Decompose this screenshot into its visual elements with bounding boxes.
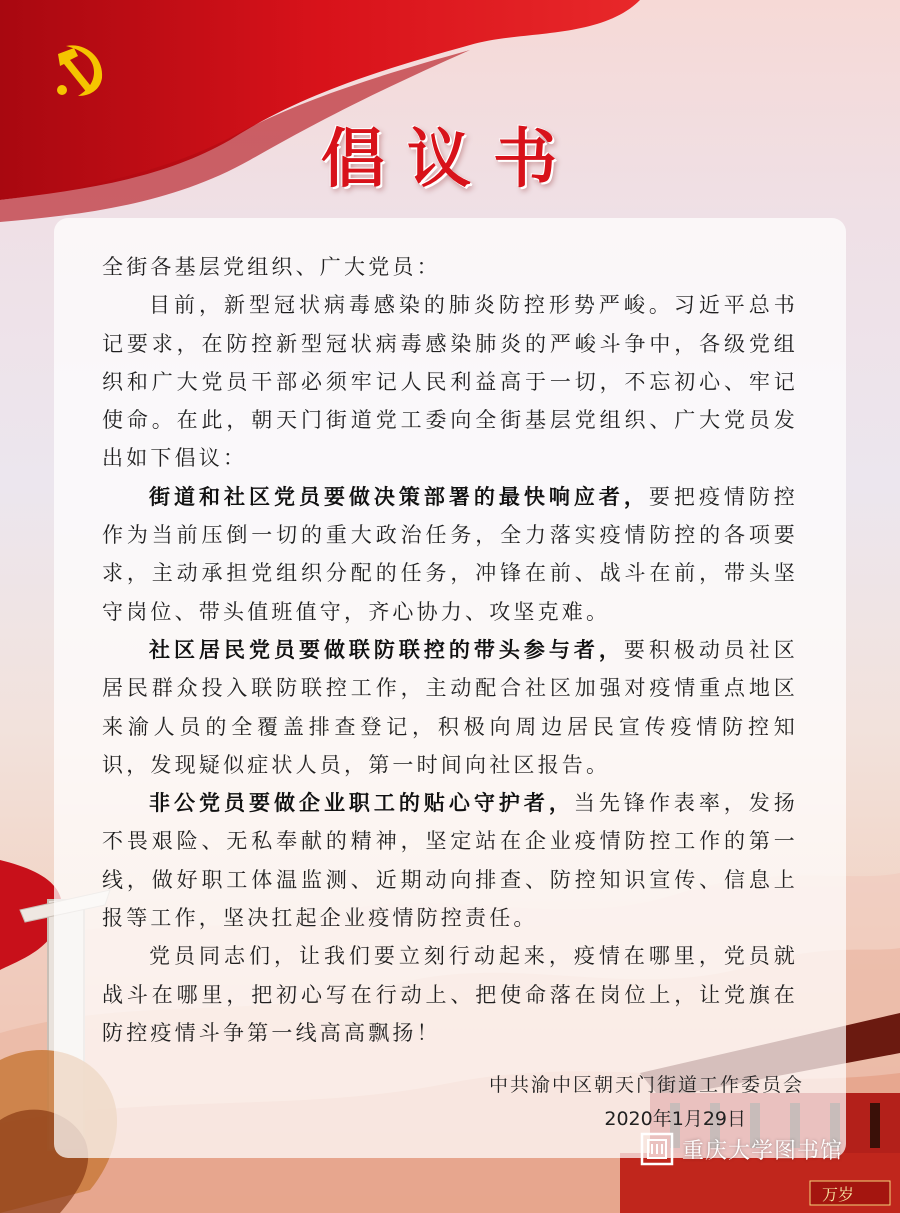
hammer-sickle-icon <box>48 38 110 100</box>
watermark <box>640 1132 843 1166</box>
signature-date: 2020年1月29日 <box>604 1108 746 1130</box>
banner-text: 万岁 <box>822 1185 855 1204</box>
proposal-body: 要积极动员社区居民群众投入联防联控工作，主动配合社区加强对疫情重点地区来渝人员的全覆盖排查登记，积极向周边居民宣传疫情防控知识，发现疑似症状人员，第一时间向社区报告。 <box>102 637 798 777</box>
letter-body <box>102 248 798 1052</box>
proposal-lead: 社区居民党员要做联防联控的带头参与者， <box>149 637 624 662</box>
proposal-body: 要把疫情防控作为当前压倒一切的重大政治任务，全力落实疫情防控的各项要求，主动承担党组织分配的任务，冲锋在前、战斗在前，带头坚守岗位、带头值班值守，齐心协力、攻坚克难。 <box>102 484 799 624</box>
proposal-item-2 <box>102 631 798 784</box>
proposal-item-1 <box>102 478 798 631</box>
salutation: 全街各基层党组织、广大党员： <box>102 255 441 279</box>
library-seal-icon <box>640 1132 674 1166</box>
intro-paragraph: 目前，新型冠状病毒感染的肺炎防控形势严峻。习近平总书记要求，在防控新型冠状病毒感染肺炎的严峻斗争中，各级党组织和广大党员干部必须牢记人民利益高于一切，不忘初心、牢记使命。在此，朝天门街道党工委向全街基层党组织、广大党员发出如下倡议： <box>102 293 798 471</box>
signature-block <box>489 1068 804 1136</box>
page-title: 倡议书 <box>321 122 579 197</box>
closing-paragraph: 党员同志们，让我们要立刻行动起来，疫情在哪里，党员就战斗在哪里，把初心写在行动上、把使命落在岗位上，让党旗在防控疫情斗争第一线高高飘扬！ <box>102 944 798 1045</box>
signature-org: 中共渝中区朝天门街道工作委员会 <box>488 1074 804 1096</box>
proposal-body: 当先锋作表率，发扬不畏艰险、无私奉献的精神，坚定站在企业疫情防控工作的第一线，做好职工体温监测、近期动向排查、防控知识宣传、信息上报等工作，坚决扛起企业疫情防控责任。 <box>102 791 798 931</box>
proposal-lead: 非公党员要做企业职工的贴心守护者， <box>149 791 574 816</box>
watermark-text: 重庆大学图书馆 <box>682 1138 844 1164</box>
proposal-item-3 <box>102 784 798 937</box>
proposal-lead: 街道和社区党员要做决策部署的最快响应者， <box>149 484 649 509</box>
